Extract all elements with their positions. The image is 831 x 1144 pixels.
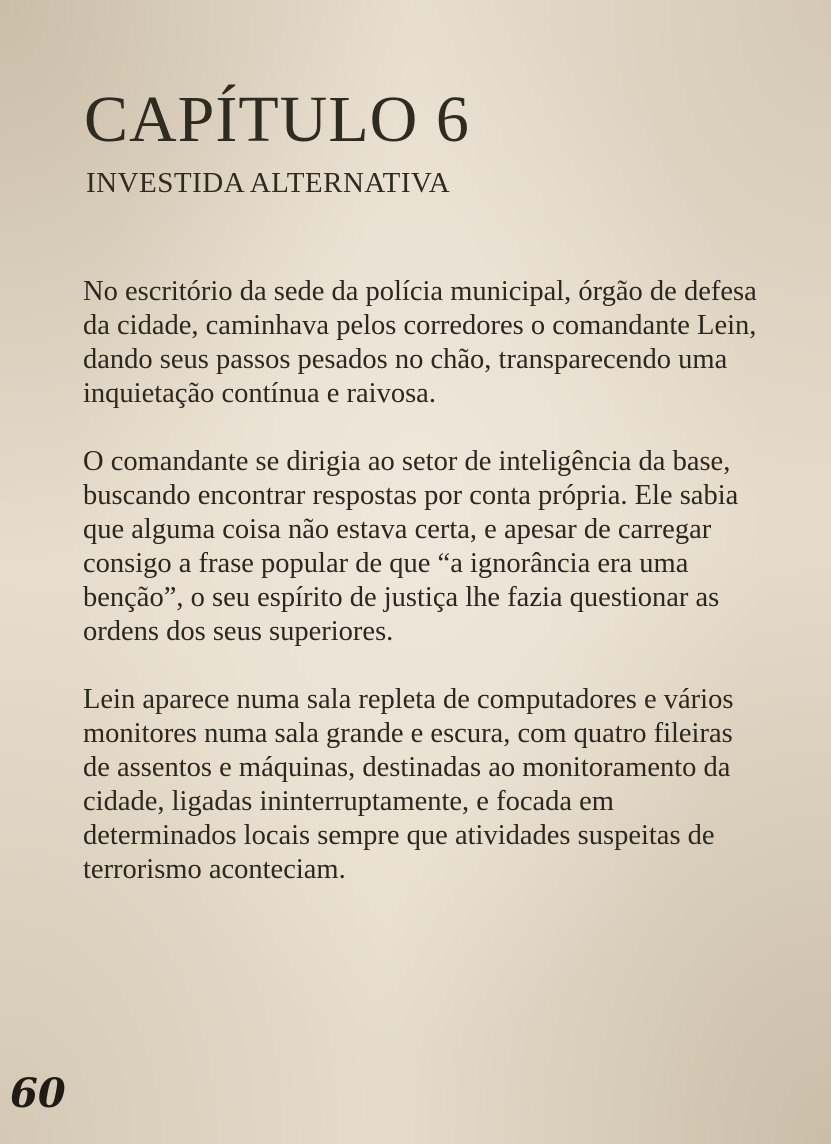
paragraph-3: Lein aparece numa sala repleta de computadores e vários monitores numa sala grande e escura, com quatro fileiras de assentos e máquinas, destinadas ao monitoramento da cidade, ligadas ininterruptamente, e focada em determinados locais sempre que atividades suspeitas de terrorismo aconteciam. (83, 684, 734, 885)
chapter-body (83, 275, 763, 921)
paragraph-1: No escritório da sede da polícia municipal, órgão de defesa da cidade, caminhava pelos corredores o comandante Lein, dando seus passos pesados no chão, transparecendo uma inquietação contínua e raivosa. (83, 276, 757, 409)
paragraph-2: O comandante se dirigia ao setor de inteligência da base, buscando encontrar respostas por conta própria. Ele sabia que alguma coisa não estava certa, e apesar de carregar consigo a frase popular de que “a ignorância era uma benção”, o seu espírito de justiça lhe fazia questionar as ordens dos seus superiores. (83, 446, 739, 647)
chapter-title: CAPÍTULO 6 (84, 83, 470, 156)
page-number: 60 (10, 1070, 66, 1117)
chapter-subtitle: INVESTIDA ALTERNATIVA (86, 167, 451, 199)
